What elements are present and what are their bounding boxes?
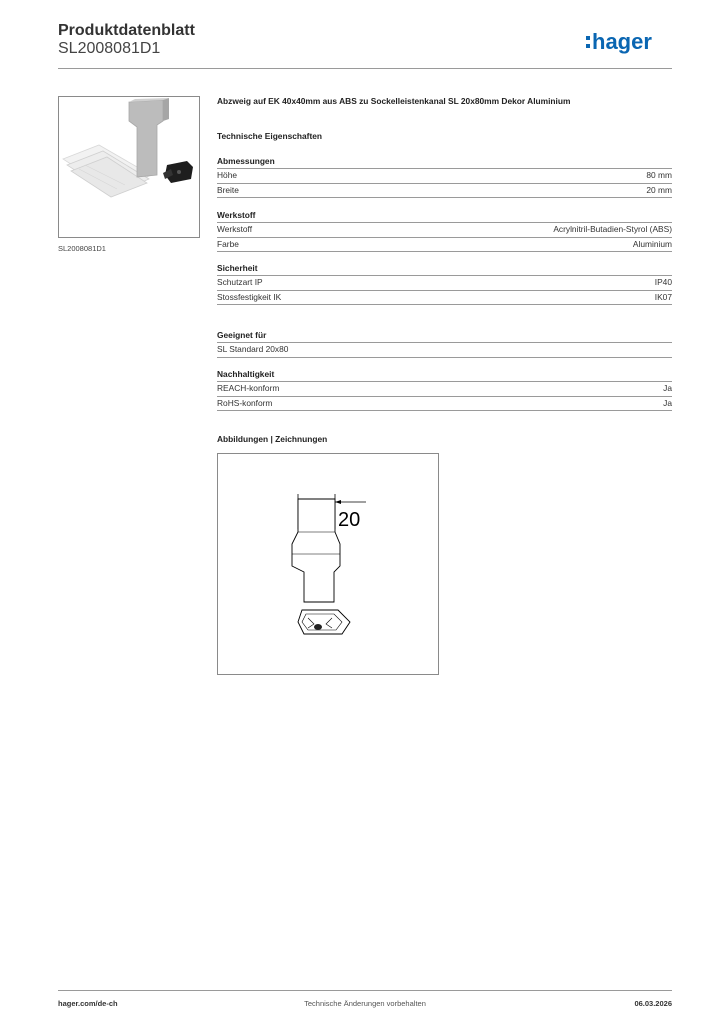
property-value: Aluminium (632, 238, 672, 249)
section-geeignet-fuer (217, 329, 672, 358)
section-nachhaltigkeit (217, 368, 672, 411)
section-title: Sicherheit (217, 262, 672, 276)
property-row (217, 382, 672, 397)
product-code-heading: SL2008081D1 (58, 40, 161, 57)
technical-drawing-svg (218, 454, 438, 674)
product-image (58, 96, 200, 238)
property-value: 20 mm (646, 184, 672, 195)
section-title: Nachhaltigkeit (217, 368, 672, 382)
property-row (217, 343, 672, 358)
property-row (217, 291, 672, 306)
footer-date: 06.03.2026 (634, 999, 672, 1008)
section-sicherheit (217, 262, 672, 305)
property-value: 80 mm (646, 170, 672, 180)
technical-properties-title: Technische Eigenschaften (217, 131, 323, 141)
dimension-label: 20 (338, 509, 361, 531)
document-title: Produktdatenblatt (58, 22, 195, 39)
property-row (217, 397, 672, 412)
property-value: Ja (663, 397, 672, 408)
property-label: Schutzart IP (217, 277, 263, 287)
hager-logo (586, 24, 672, 58)
property-row (217, 238, 672, 253)
page-footer (58, 999, 672, 1011)
page-header (58, 20, 672, 68)
property-label: RoHS-konform (217, 397, 273, 408)
property-label: Breite (217, 184, 239, 195)
property-row (217, 184, 672, 199)
property-label: Höhe (217, 170, 238, 180)
footer-website-link[interactable]: hager.com/de-ch (58, 999, 118, 1008)
section-werkstoff (217, 209, 672, 252)
property-label: Farbe (217, 238, 239, 249)
footer-divider (58, 990, 672, 991)
section-abmessungen (217, 155, 672, 198)
property-row (217, 169, 672, 184)
technical-drawing (217, 453, 439, 675)
property-row (217, 276, 672, 291)
property-label: REACH-konform (217, 383, 280, 393)
section-title: Geeignet für (217, 329, 672, 343)
property-value: Ja (663, 383, 672, 393)
product-photo (59, 97, 199, 237)
logo-text: hager (592, 29, 652, 54)
property-label: Stossfestigkeit IK (217, 291, 282, 302)
product-image-caption: SL2008081D1 (58, 244, 106, 253)
header-divider (58, 68, 672, 69)
property-label: SL Standard 20x80 (217, 344, 289, 354)
property-value: Acrylnitril-Butadien-Styrol (ABS) (553, 224, 672, 234)
section-title: Abmessungen (217, 155, 672, 169)
property-row (217, 223, 672, 238)
property-value: IP40 (654, 277, 672, 287)
product-description: Abzweig auf EK 40x40mm aus ABS zu Sockelleistenkanal SL 20x80mm Dekor Aluminium (217, 96, 571, 106)
drawings-title: Abbildungen | Zeichnungen (217, 434, 328, 444)
property-value: IK07 (654, 291, 672, 302)
section-title: Werkstoff (217, 209, 672, 223)
property-label: Werkstoff (217, 224, 253, 234)
footer-note: Technische Änderungen vorbehalten (304, 999, 426, 1008)
